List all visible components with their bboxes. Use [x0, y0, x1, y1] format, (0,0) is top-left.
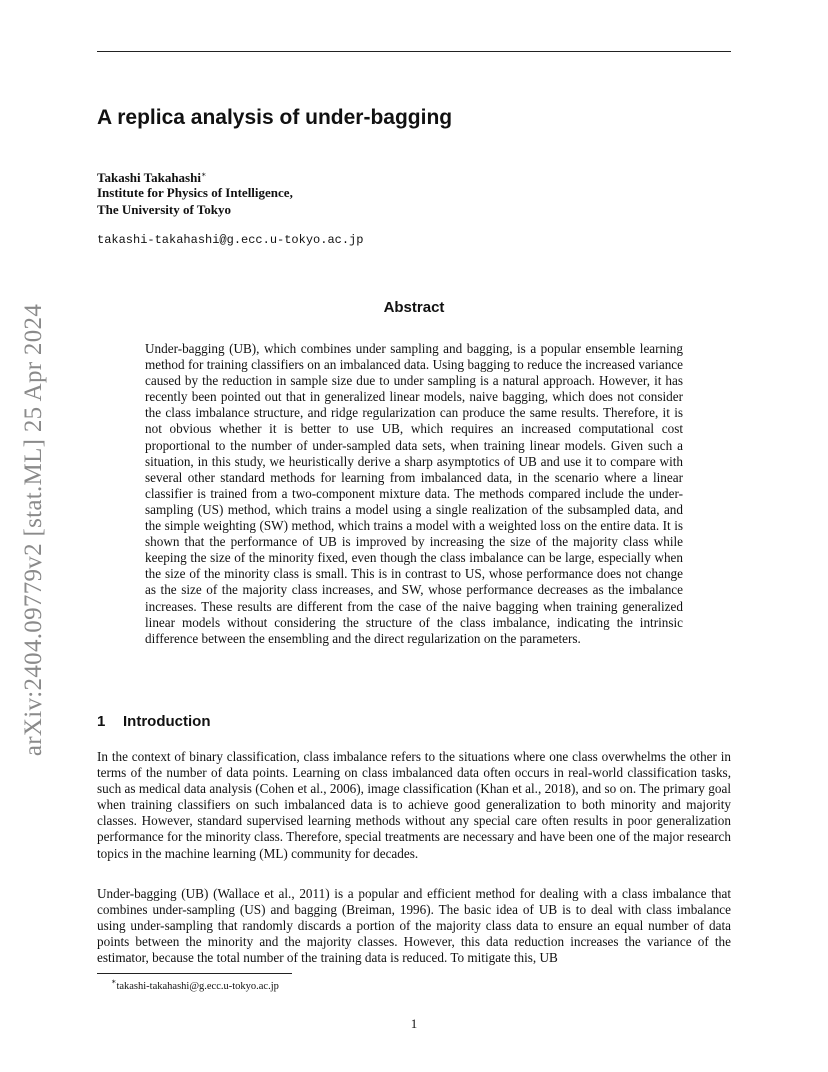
intro-paragraph-1: In the context of binary classification, class imbalance refers to the situations where one class overwhelms the other in terms of the number of data points. Learning on class imbalanced data often occurs in real-world classification tasks, such as medical data analysis (Cohen et al., 2006), image classification (Khan et al., 2018), and so on. The primary goal when training classifiers on such imbalanced data is to achieve good generalization to both minority and majority classes. However, standard supervised learning methods without any special care often results in poor generalization performance for the minority class. Therefore, special treatments are necessary and have been one of the major research topics in the machine learning (ML) community for decades. [97, 749, 731, 861]
intro-paragraph-2: Under-bagging (UB) (Wallace et al., 2011) is a popular and efficient method for dealing with a class imbalance that combines under-sampling (US) and bagging (Breiman, 1996). The basic idea of UB is to deal with class imbalance using under-sampling that randomly discards a portion of the majority class data to ensure an equal number of data points between the minority and the majority classes. However, this data reduction increases the variance of the estimator, because the total number of the training data is reduced. To mitigate this, UB [97, 886, 731, 966]
author-affiliation-line2: The University of Tokyo [97, 202, 231, 217]
top-rule [97, 51, 731, 52]
abstract-heading: Abstract [383, 299, 445, 316]
section-title: Introduction [123, 713, 211, 730]
author-footnote-mark[interactable]: ∗ [200, 170, 207, 179]
paper-title: A replica analysis of under-bagging [97, 106, 453, 129]
footnote-mark: ∗ [111, 977, 117, 986]
author-email[interactable]: takashi-takahashi@g.ecc.u-tokyo.ac.jp [97, 233, 364, 247]
page-number: 1 [410, 1016, 418, 1031]
arxiv-identifier: arXiv:2404.09779v2 [stat.ML] 25 Apr 2024 [20, 303, 47, 757]
author-affiliation-line1: Institute for Physics of Intelligence, [97, 185, 293, 200]
footnote [111, 977, 279, 992]
section-heading [97, 713, 210, 730]
section-number: 1 [97, 713, 106, 730]
footnote-rule [97, 973, 292, 974]
author-name-text: Takashi Takahashi [97, 170, 201, 185]
footnote-text: takashi-takahashi@g.ecc.u-tokyo.ac.jp [116, 981, 279, 992]
abstract-text: Under-bagging (UB), which combines under sampling and bagging, is a popular ensemble learning method for training classifiers on an imbalanced data. Using bagging to reduce the increased variance caused by the reduction in sample size due to under sampling is a natural approach. However, it has recently been pointed out that in generalized linear models, naive bagging, which does not consider the class imbalance structure, and ridge regularization can produce the same results. Therefore, it is not obvious whether it is better to use UB, which requires an increased computational cost proportional to the number of under-sampled data sets, when training linear models. Given such a situation, in this study, we heuristically derive a sharp asymptotics of UB and use it to compare with several other standard methods for learning from imbalanced data, in the scenario where a linear classifier is trained from a two-component mixture data. The methods compared include the under-sampling (US) method, which trains a model using a single realization of the subsampled data, and the simple weighting (SW) method, which trains a model with a weighted loss on the entire data. It is shown that the performance of UB is improved by increasing the size of the majority class while keeping the size of the minority fixed, even though the class imbalance can be large, especially when the size of the minority class is small. This is in contrast to US, whose performance does not change as the size of the majority class increases, and SW, whose performance decreases as the imbalance increases. These results are different from the case of the naive bagging when training generalized linear models without considering the structure of the class imbalance, indicating the intrinsic difference between the ensembling and the direct regularization on the parameters. [145, 341, 683, 646]
